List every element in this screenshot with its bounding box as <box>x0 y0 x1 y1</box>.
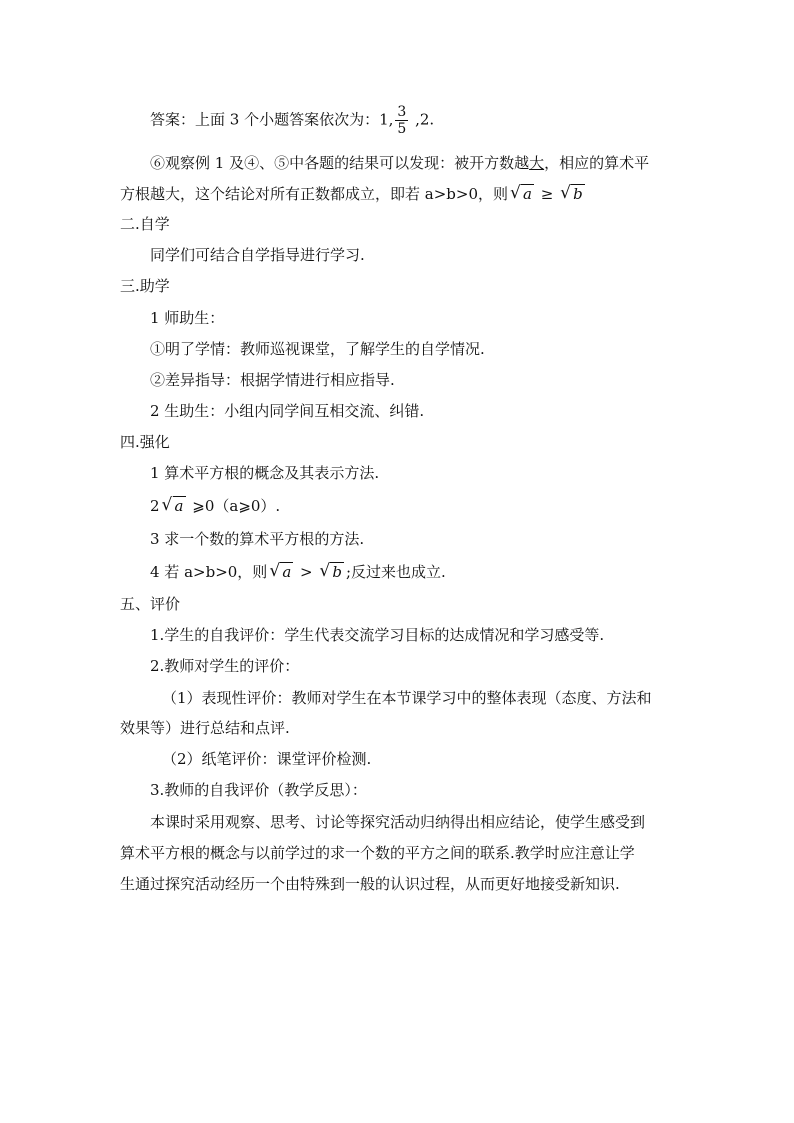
evaluation-item-2b: （2）纸笔评价：课堂评价检测. <box>162 750 372 768</box>
assist-item-2: 2 生助生：小组内同学间互相交流、纠错. <box>150 402 425 420</box>
evaluation-item-1: 1.学生的自我评价：学生代表交流学习目标的达成情况和学习感受等. <box>150 626 605 644</box>
sqrt-b: √ b <box>560 183 583 203</box>
section-heading-self-study: 二.自学 <box>120 215 170 233</box>
reflection-line-3: 生通过探究活动经历一个由特殊到一般的认识过程，从而更好地接受新知识. <box>120 875 620 893</box>
self-study-text: 同学们可结合自学指导进行学习. <box>150 246 365 264</box>
evaluation-item-2a-line-1: （1）表现性评价：教师对学生在本节课学习中的整体表现（态度、方法和 <box>162 689 652 707</box>
sqrt-a: √ a <box>161 495 184 515</box>
observation-line-1: ⑥观察例 1 及④、⑤中各题的结果可以发现：被开方数越大，相应的算术平 <box>150 154 650 172</box>
observation-line-2: 方根越大，这个结论对所有正数都成立，即若 a>b>0，则 √ a ≥ √ b <box>120 182 587 206</box>
answer-line: 答案：上面 3 个小题答案依次为：1, $\frac{3}{5}$ ,2. <box>150 104 435 137</box>
evaluation-item-2: 2.教师对学生的评价： <box>150 657 300 675</box>
assist-item-1b: ②差异指导：根据学情进行相应指导. <box>150 371 395 389</box>
reinforce-item-1: 1 算术平方根的概念及其表示方法. <box>150 464 380 482</box>
reinforce-item-3: 3 求一个数的算术平方根的方法. <box>150 530 365 548</box>
evaluation-item-2a-line-2: 效果等）进行总结和点评. <box>120 719 290 737</box>
reinforce-item-2: 2 √ a ⩾0（a⩾0）. <box>150 494 280 518</box>
section-heading-reinforce: 四.强化 <box>120 433 170 451</box>
sqrt-b: √ b <box>319 561 342 581</box>
reflection-line-2: 算术平方根的概念与以前学过的求一个数的平方之间的联系.教学时应注意让学 <box>120 844 635 862</box>
section-heading-assist: 三.助学 <box>120 277 170 295</box>
fraction: $\frac{3}{5}$ <box>397 104 407 137</box>
reflection-line-1: 本课时采用观察、思考、讨论等探究活动归纳得出相应结论，使学生感受到 <box>150 813 646 831</box>
section-heading-evaluation: 五、评价 <box>120 595 181 613</box>
evaluation-item-3: 3.教师的自我评价（教学反思）： <box>150 781 367 799</box>
sqrt-a: √ a <box>510 183 532 203</box>
assist-item-1: 1 师助生： <box>150 309 225 327</box>
reinforce-item-4: 4 若 a>b>0，则 √ a > √ b ;反过来也成立. <box>150 560 446 584</box>
sqrt-a: √ a <box>269 561 292 581</box>
assist-item-1a: ①明了学情：教师巡视课堂，了解学生的自学情况. <box>150 340 485 358</box>
